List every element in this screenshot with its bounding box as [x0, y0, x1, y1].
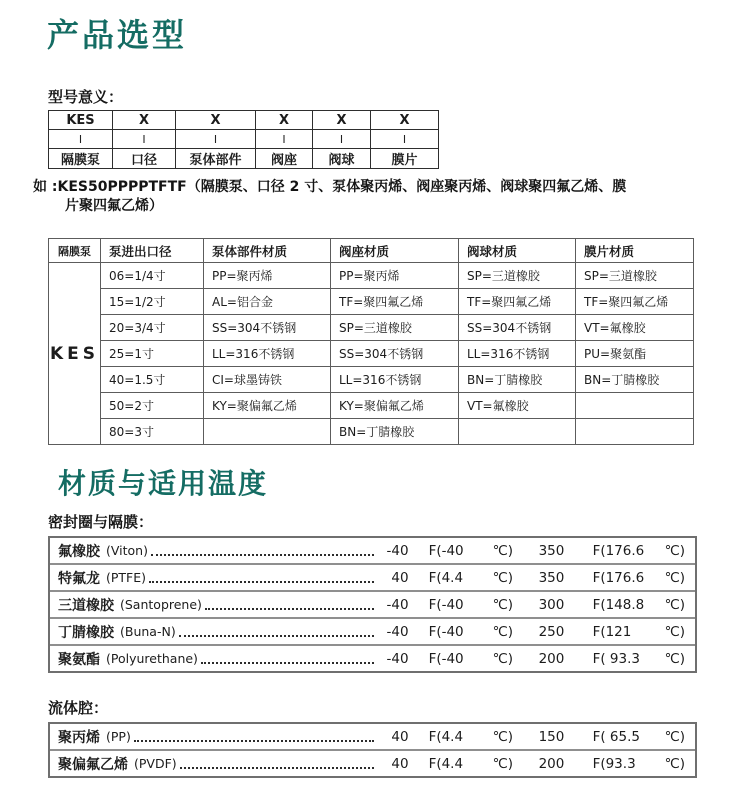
- spec-cell: VT=氟橡胶: [459, 393, 576, 419]
- temp-max-f: 150: [538, 728, 565, 745]
- temp-max-f: 200: [538, 650, 565, 667]
- spec-cell: [204, 419, 331, 445]
- selection-corner-header: 隔膜泵: [49, 239, 101, 263]
- spec-cell: SP=三道橡胶: [331, 315, 459, 341]
- selection-header: 膜片材质: [576, 239, 694, 263]
- seal-diaphragm-label: 密封圈与隔膜：: [48, 513, 154, 531]
- material-latin-name: (Santoprene): [120, 597, 202, 612]
- temp-row: [50, 751, 695, 776]
- model-example: [33, 178, 626, 216]
- temp-max-label: F(93.3: [592, 755, 636, 772]
- seal-temperature-table: [48, 536, 697, 673]
- part-name-cell: 口径: [113, 149, 176, 169]
- temp-min-label: F(4.4: [428, 569, 464, 586]
- temp-min-f: 40: [391, 755, 409, 772]
- selection-header: 泵体部件材质: [204, 239, 331, 263]
- temp-min-f: -40: [386, 596, 409, 613]
- temp-min-celsius-unit: ℃): [492, 542, 513, 559]
- selection-row: [49, 263, 694, 289]
- connector-cell: I: [313, 130, 371, 149]
- dot-leader: [134, 740, 374, 742]
- spec-cell: PP=聚丙烯: [331, 263, 459, 289]
- dot-leader: [205, 608, 374, 610]
- temp-max-celsius-unit: ℃): [664, 728, 685, 745]
- fluid-chamber-label: 流体腔：: [48, 699, 109, 717]
- dot-leader: [179, 635, 374, 637]
- pump-code-cell: KES: [49, 263, 101, 445]
- temp-min-celsius-unit: ℃): [492, 650, 513, 667]
- spec-cell: PU=聚氨酯: [576, 341, 694, 367]
- model-example-line2: 片聚四氟乙烯）: [65, 198, 163, 214]
- temp-min-celsius-unit: ℃): [492, 728, 513, 745]
- temp-min-f: 40: [391, 728, 409, 745]
- selection-header-row: [49, 239, 694, 263]
- code-cell: X: [113, 111, 176, 130]
- selection-row: [49, 419, 694, 445]
- material-name: 聚丙烯: [58, 729, 100, 746]
- temp-max-label: F(176.6: [592, 569, 645, 586]
- code-row-connectors: [49, 130, 439, 149]
- spec-cell: BN=丁腈橡胶: [459, 367, 576, 393]
- temp-max-celsius-unit: ℃): [664, 596, 685, 613]
- temp-min-label: F(-40: [428, 623, 464, 640]
- selection-row: [49, 315, 694, 341]
- temp-min-celsius-unit: ℃): [492, 755, 513, 772]
- material-name: 特氟龙: [58, 570, 100, 587]
- spec-cell: BN=丁腈橡胶: [331, 419, 459, 445]
- page-title-product-selection: 产品选型: [47, 16, 188, 54]
- material-name: 三道橡胶: [58, 597, 114, 614]
- temp-max-f: 250: [538, 623, 565, 640]
- connector-cell: I: [256, 130, 313, 149]
- spec-cell: TF=聚四氟乙烯: [459, 289, 576, 315]
- spec-cell: [576, 419, 694, 445]
- spec-cell: KY=聚偏氟乙烯: [331, 393, 459, 419]
- connector-cell: I: [371, 130, 439, 149]
- temp-min-celsius-unit: ℃): [492, 596, 513, 613]
- connector-cell: I: [176, 130, 256, 149]
- temp-row: [50, 592, 695, 619]
- model-meaning-label: 型号意义：: [48, 88, 124, 106]
- page-title-materials-temperature: 材质与适用温度: [58, 467, 269, 500]
- spec-cell: PP=聚丙烯: [204, 263, 331, 289]
- temp-max-celsius-unit: ℃): [664, 542, 685, 559]
- connector-cell: I: [49, 130, 113, 149]
- material-name: 聚氨酯: [58, 651, 100, 668]
- material-name: 聚偏氟乙烯: [58, 756, 128, 773]
- spec-cell: SP=三道橡胶: [576, 263, 694, 289]
- dot-leader: [180, 767, 374, 769]
- dot-leader: [201, 662, 374, 664]
- temp-max-label: F(176.6: [592, 542, 645, 559]
- spec-cell: 50=2寸: [101, 393, 204, 419]
- code-row-codes: [49, 111, 439, 130]
- spec-cell: VT=氟橡胶: [576, 315, 694, 341]
- code-cell: X: [371, 111, 439, 130]
- code-cell: X: [176, 111, 256, 130]
- temp-max-celsius-unit: ℃): [664, 650, 685, 667]
- spec-cell: TF=聚四氟乙烯: [576, 289, 694, 315]
- temp-max-celsius-unit: ℃): [664, 569, 685, 586]
- temp-max-f: 350: [538, 542, 565, 559]
- spec-cell: LL=316不锈钢: [331, 367, 459, 393]
- spec-cell: 15=1/2寸: [101, 289, 204, 315]
- selection-row: [49, 289, 694, 315]
- temp-min-celsius-unit: ℃): [492, 623, 513, 640]
- selection-header: 泵进出口径: [101, 239, 204, 263]
- spec-cell: 06=1/4寸: [101, 263, 204, 289]
- part-name-cell: 膜片: [371, 149, 439, 169]
- spec-cell: TF=聚四氟乙烯: [331, 289, 459, 315]
- code-cell: X: [256, 111, 313, 130]
- code-cell: X: [313, 111, 371, 130]
- spec-cell: [576, 393, 694, 419]
- material-latin-name: (Polyurethane): [106, 651, 198, 666]
- selection-row: [49, 367, 694, 393]
- material-name: 丁腈橡胶: [58, 624, 114, 641]
- material-latin-name: (PTFE): [106, 570, 147, 585]
- temp-max-label: F(148.8: [592, 596, 645, 613]
- fluid-temperature-table: [48, 722, 697, 778]
- temp-row: [50, 619, 695, 646]
- temp-min-f: -40: [386, 542, 409, 559]
- temp-min-label: F(-40: [428, 650, 464, 667]
- temp-max-f: 200: [538, 755, 565, 772]
- temp-max-f: 350: [538, 569, 565, 586]
- temp-max-celsius-unit: ℃): [664, 623, 685, 640]
- dot-leader: [149, 581, 374, 583]
- selection-header: 阀座材质: [331, 239, 459, 263]
- selection-row: [49, 341, 694, 367]
- spec-cell: 25=1寸: [101, 341, 204, 367]
- material-name: 氟橡胶: [58, 543, 100, 560]
- temp-max-label: F( 93.3: [592, 650, 640, 667]
- spec-cell: 80=3寸: [101, 419, 204, 445]
- spec-cell: BN=丁腈橡胶: [576, 367, 694, 393]
- material-latin-name: (Buna-N): [120, 624, 176, 639]
- temp-min-f: -40: [386, 650, 409, 667]
- material-latin-name: (PP): [106, 729, 131, 744]
- selection-row: [49, 393, 694, 419]
- model-code-table: [48, 110, 439, 169]
- part-name-cell: 泵体部件: [176, 149, 256, 169]
- spec-cell: 40=1.5寸: [101, 367, 204, 393]
- temp-min-f: 40: [391, 569, 409, 586]
- spec-cell: AL=铝合金: [204, 289, 331, 315]
- spec-cell: LL=316不锈钢: [204, 341, 331, 367]
- part-name-cell: 隔膜泵: [49, 149, 113, 169]
- temp-max-label: F( 65.5: [592, 728, 640, 745]
- code-row-names: [49, 149, 439, 169]
- temp-row: [50, 538, 695, 565]
- spec-cell: SS=304不锈钢: [459, 315, 576, 341]
- temp-max-label: F(121: [592, 623, 632, 640]
- temp-max-f: 300: [538, 596, 565, 613]
- spec-cell: [459, 419, 576, 445]
- temp-min-label: F(-40: [428, 596, 464, 613]
- selection-header: 阀球材质: [459, 239, 576, 263]
- temp-max-celsius-unit: ℃): [664, 755, 685, 772]
- temp-min-celsius-unit: ℃): [492, 569, 513, 586]
- spec-cell: SS=304不锈钢: [204, 315, 331, 341]
- temp-row: [50, 724, 695, 751]
- temp-min-label: F(4.4: [428, 755, 464, 772]
- model-example-line1: 如 :KES50PPPPTFTF（隔膜泵、口径 2 寸、泵体聚丙烯、阀座聚丙烯、阀球聚四氟乙烯、膜: [33, 179, 627, 195]
- spec-cell: SP=三道橡胶: [459, 263, 576, 289]
- connector-cell: I: [113, 130, 176, 149]
- temp-row: [50, 565, 695, 592]
- part-name-cell: 阀球: [313, 149, 371, 169]
- spec-cell: KY=聚偏氟乙烯: [204, 393, 331, 419]
- temp-min-label: F(4.4: [428, 728, 464, 745]
- dot-leader: [151, 554, 374, 556]
- part-name-cell: 阀座: [256, 149, 313, 169]
- spec-cell: 20=3/4寸: [101, 315, 204, 341]
- code-cell: KES: [49, 111, 113, 130]
- temp-min-label: F(-40: [428, 542, 464, 559]
- spec-cell: SS=304不锈钢: [331, 341, 459, 367]
- spec-cell: CI=球墨铸铁: [204, 367, 331, 393]
- material-latin-name: (PVDF): [134, 756, 177, 771]
- temp-row: [50, 646, 695, 671]
- material-latin-name: (Viton): [106, 543, 148, 558]
- selection-table: [48, 238, 694, 445]
- spec-cell: LL=316不锈钢: [459, 341, 576, 367]
- temp-min-f: -40: [386, 623, 409, 640]
